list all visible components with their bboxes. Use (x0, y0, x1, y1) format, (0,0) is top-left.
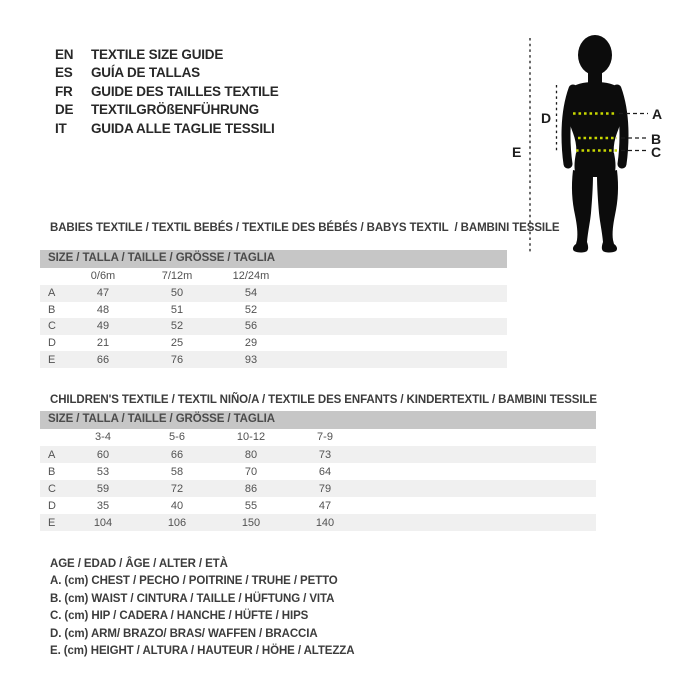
size-header-bar: SIZE / TALLA / TAILLE / GRÖSSE / TAGLIA (40, 411, 596, 429)
list-item (55, 119, 279, 138)
language-code: IT (55, 120, 67, 136)
cell-value: 76 (170, 353, 184, 366)
measure-label-D: D (541, 110, 551, 126)
measure-label-A: A (652, 106, 662, 122)
measurement-legend (50, 556, 354, 660)
cell-value: 58 (170, 465, 184, 478)
child-silhouette (566, 35, 624, 253)
language-code: DE (55, 102, 74, 118)
cell-value: 48 (96, 303, 110, 316)
cell-value: 54 (244, 287, 258, 300)
language-title: GUIDA ALLE TAGLIE TESSILI (91, 120, 275, 136)
cell-value: 150 (241, 516, 261, 529)
language-code: ES (55, 65, 73, 81)
list-item (55, 45, 279, 64)
size-header-bar: SIZE / TALLA / TAILLE / GRÖSSE / TAGLIA (40, 250, 507, 268)
column-header: 5-6 (169, 431, 185, 444)
list-item (55, 101, 279, 120)
cell-value: 59 (96, 482, 110, 495)
language-title: TEXTILE SIZE GUIDE (91, 46, 224, 62)
table-row (40, 463, 596, 480)
legend-age-line: AGE / EDAD / ÂGE / ALTER / ETÀ (50, 558, 228, 570)
children-table-title: CHILDREN'S TEXTILE / TEXTIL NIÑO/A / TEXTILE DES ENFANTS / KINDERTEXTIL / BAMBINI TESSILE (50, 394, 597, 406)
measure-label-B: B (651, 131, 661, 147)
table-row (40, 318, 507, 335)
cell-value: 93 (244, 353, 258, 366)
babies-size-table (40, 250, 507, 368)
cell-value: 47 (96, 287, 110, 300)
row-label: C (48, 320, 56, 333)
table-row (40, 335, 507, 352)
cell-value: 35 (96, 499, 110, 512)
cell-value: 80 (244, 448, 258, 461)
row-label: C (48, 482, 56, 495)
cell-value: 72 (170, 482, 184, 495)
legend-item-height: E. (cm) HEIGHT / ALTURA / HAUTEUR / HÖHE / ALTEZZA (50, 644, 355, 657)
language-code: EN (55, 46, 74, 62)
language-title: TEXTILGRÖßENFÜHRUNG (91, 102, 259, 118)
table-row (40, 302, 507, 319)
cell-value: 66 (170, 448, 184, 461)
legend-item-hip: C. (cm) HIP / CADERA / HANCHE / HÜFTE / HIPS (50, 610, 309, 623)
column-header: 10-12 (236, 431, 266, 444)
cell-value: 52 (170, 320, 184, 333)
cell-value: 50 (170, 287, 184, 300)
row-label: D (48, 499, 56, 512)
cell-value: 56 (244, 320, 258, 333)
cell-value: 49 (96, 320, 110, 333)
legend-item-chest: A. (cm) CHEST / PECHO / POITRINE / TRUHE / PETTO (50, 575, 338, 588)
column-header: 7/12m (161, 270, 193, 283)
table-row (40, 514, 596, 531)
row-label: A (48, 448, 56, 461)
row-label: A (48, 287, 56, 300)
cell-value: 52 (244, 303, 258, 316)
language-code: FR (55, 83, 73, 99)
row-label: E (48, 353, 56, 366)
language-title: GUÍA DE TALLAS (91, 65, 200, 81)
cell-value: 40 (170, 499, 184, 512)
cell-value: 21 (96, 337, 110, 350)
column-header: 12/24m (232, 270, 270, 283)
cell-value: 140 (315, 516, 335, 529)
cell-value: 104 (93, 516, 113, 529)
cell-value: 47 (318, 499, 332, 512)
language-list (55, 45, 279, 138)
cell-value: 66 (96, 353, 110, 366)
legend-item-waist: B. (cm) WAIST / CINTURA / TAILLE / HÜFTUNG / VITA (50, 592, 335, 605)
list-item (55, 64, 279, 83)
cell-value: 53 (96, 465, 110, 478)
cell-value: 25 (170, 337, 184, 350)
cell-value: 79 (318, 482, 332, 495)
cell-value: 55 (244, 499, 258, 512)
children-size-table (40, 411, 596, 531)
table-row (40, 285, 507, 302)
language-title: GUIDE DES TAILLES TEXTILE (91, 83, 279, 99)
table-row (40, 351, 507, 368)
babies-table-title: BABIES TEXTILE / TEXTIL BEBÉS / TEXTILE DES BÉBÉS / BABYS TEXTIL / BAMBINI TESSILE (50, 222, 560, 234)
column-header-row (40, 268, 507, 286)
column-header: 0/6m (90, 270, 116, 283)
list-item (55, 82, 279, 101)
table-row (40, 497, 596, 514)
cell-value: 64 (318, 465, 332, 478)
row-label: D (48, 337, 56, 350)
cell-value: 29 (244, 337, 258, 350)
cell-value: 51 (170, 303, 184, 316)
measure-label-C: C (651, 144, 661, 160)
row-label: B (48, 303, 56, 316)
row-label: B (48, 465, 56, 478)
column-header: 7-9 (317, 431, 333, 444)
table-row (40, 480, 596, 497)
table-row (40, 446, 596, 463)
column-header-row (40, 429, 596, 447)
legend-item-arm: D. (cm) ARM/ BRAZO/ BRAS/ WAFFEN / BRACCIA (50, 627, 318, 640)
cell-value: 86 (244, 482, 258, 495)
row-label: E (48, 516, 56, 529)
cell-value: 70 (244, 465, 258, 478)
cell-value: 106 (167, 516, 187, 529)
column-header: 3-4 (95, 431, 111, 444)
cell-value: 60 (96, 448, 110, 461)
cell-value: 73 (318, 448, 332, 461)
measure-label-E: E (512, 144, 522, 160)
